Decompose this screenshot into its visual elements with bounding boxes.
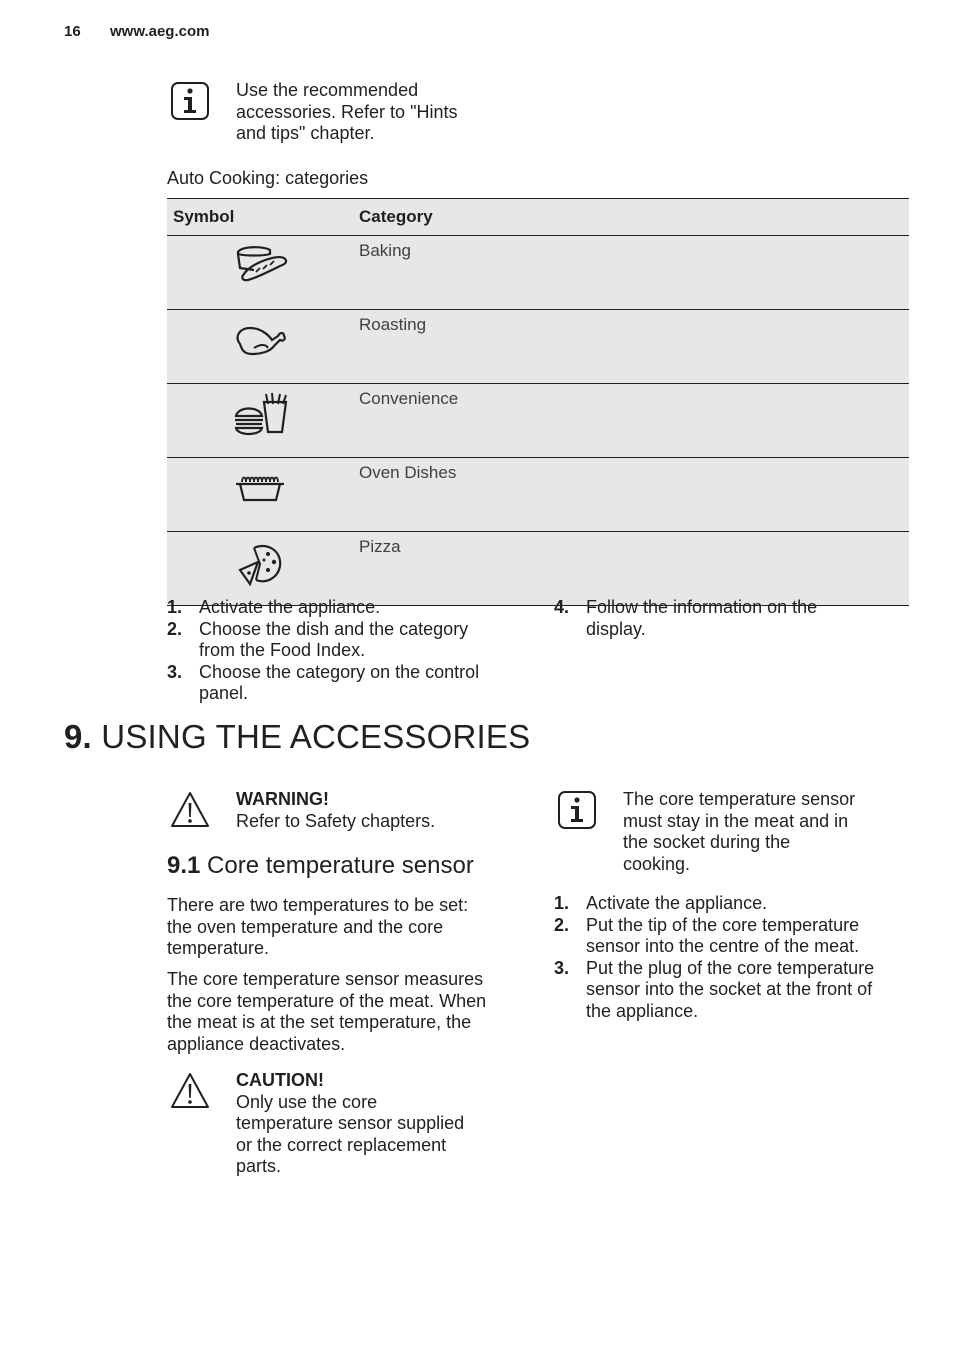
note-line: and tips" chapter. xyxy=(236,123,375,143)
table-row xyxy=(167,458,909,532)
table-row xyxy=(167,236,909,310)
step-text: Activate the appliance. xyxy=(586,893,768,913)
category-cell: Pizza xyxy=(353,532,909,606)
warning-text: Refer to Safety chapters. xyxy=(236,810,436,831)
step-text: Follow the information on the display. xyxy=(586,597,818,639)
step-text: Activate the appliance. xyxy=(199,597,381,617)
warning-icon xyxy=(170,1071,210,1116)
table-title: Auto Cooking: categories xyxy=(167,168,369,188)
step-number: 1. xyxy=(554,893,570,913)
section-title: USING THE ACCESSORIES xyxy=(101,718,531,755)
symbol-cell xyxy=(167,532,353,606)
list-item xyxy=(554,597,914,640)
list-item xyxy=(167,597,527,619)
table-row xyxy=(167,532,909,606)
list-item xyxy=(167,662,527,705)
list-item xyxy=(554,958,914,1023)
warning-block xyxy=(236,789,435,832)
info-icon xyxy=(170,81,210,126)
subsection-heading xyxy=(167,852,474,880)
page-number: 16 xyxy=(64,23,81,40)
warning-icon xyxy=(170,790,210,835)
category-cell: Oven Dishes xyxy=(353,458,909,532)
subsection-number: 9.1 xyxy=(167,852,201,879)
note-text xyxy=(236,80,457,145)
step-number: 2. xyxy=(167,618,183,639)
paragraph: The core temperature sensor measures the core temperature of the meat. When the meat is at the set temperature, the appliance deactivates. xyxy=(167,969,487,1054)
symbol-cell xyxy=(167,384,353,458)
warning-title: WARNING! xyxy=(236,789,329,809)
list-item xyxy=(167,619,527,662)
section-heading xyxy=(64,718,530,756)
step-number: 1. xyxy=(167,597,183,617)
header-url: www.aeg.com xyxy=(110,23,210,40)
categories-table xyxy=(167,198,909,606)
step-number: 4. xyxy=(554,597,570,617)
symbol-cell xyxy=(167,458,353,532)
steps-list-continued xyxy=(554,597,914,640)
paragraph: There are two temperatures to be set: the oven temperature and the core temperature. xyxy=(167,895,469,958)
category-cell: Baking xyxy=(353,236,909,310)
table-row xyxy=(167,310,909,384)
roasting-icon xyxy=(230,318,290,360)
info-icon xyxy=(557,790,597,835)
step-number: 2. xyxy=(554,914,570,935)
note-line: Use the recommended xyxy=(236,80,419,100)
steps-list xyxy=(167,597,527,705)
step-text: Put the tip of the core temperature sensor into the centre of the meat. xyxy=(586,914,860,956)
column-header-symbol: Symbol xyxy=(167,199,353,236)
steps-list xyxy=(554,893,914,1022)
convenience-icon xyxy=(230,392,290,440)
step-text: Choose the dish and the category from the Food Index. xyxy=(199,618,469,660)
list-item xyxy=(554,893,914,915)
step-text: Put the plug of the core temperature sensor into the socket at the front of the appliance. xyxy=(586,957,875,1021)
column-header-category: Category xyxy=(353,199,909,236)
category-cell: Roasting xyxy=(353,310,909,384)
note-line: accessories. Refer to "Hints xyxy=(236,101,458,122)
step-text: Choose the category on the control panel. xyxy=(199,661,480,703)
symbol-cell xyxy=(167,310,353,384)
category-cell: Convenience xyxy=(353,384,909,458)
subsection-title: Core temperature sensor xyxy=(207,852,474,879)
step-number: 3. xyxy=(554,957,570,978)
baking-icon xyxy=(230,244,290,286)
note-text: The core temperature sensor must stay in the meat and in the socket during the cooking. xyxy=(623,789,856,874)
table-row xyxy=(167,384,909,458)
step-number: 3. xyxy=(167,661,183,682)
caution-block: CAUTION! Only use the core temperature sensor supplied or the correct replacement parts. xyxy=(236,1070,465,1176)
oven-dishes-icon xyxy=(230,466,290,508)
list-item xyxy=(554,915,914,958)
pizza-icon xyxy=(230,540,290,588)
symbol-cell xyxy=(167,236,353,310)
section-number: 9. xyxy=(64,718,92,755)
caution-title: CAUTION! xyxy=(236,1070,324,1090)
